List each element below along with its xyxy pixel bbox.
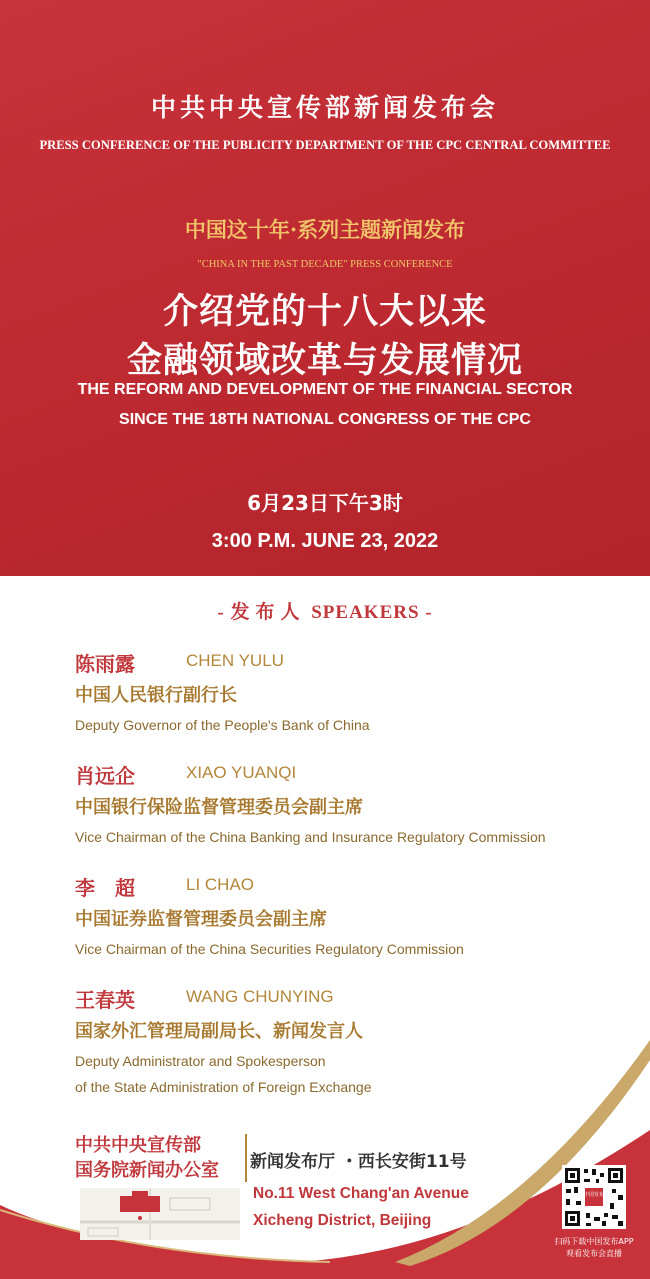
speakers-header-dash-left: - bbox=[217, 602, 225, 623]
footer-divider bbox=[245, 1134, 247, 1182]
speaker-name-en: LI CHAO bbox=[186, 875, 255, 894]
speaker-title-cn: 国家外汇管理局副局长、新闻发言人 bbox=[75, 1021, 363, 1042]
speaker-title-cn: 中国银行保险监督管理委员会副主席 bbox=[75, 797, 363, 818]
venue-cn: 新闻发布厅 ・西长安街11号 bbox=[250, 1152, 467, 1172]
series-title-en: "CHINA IN THE PAST DECADE" PRESS CONFERENCE bbox=[197, 259, 453, 270]
speaker-title-en bbox=[75, 1048, 372, 1100]
topic-line-1-cn: 介绍党的十八大以来 bbox=[162, 292, 487, 332]
date-en: 3:00 P.M. JUNE 23, 2022 bbox=[211, 530, 439, 552]
speaker-title-en bbox=[75, 824, 546, 850]
organizer-line-2: 国务院新闻办公室 bbox=[75, 1160, 219, 1181]
address-line-2: Xicheng District, Beijing bbox=[253, 1212, 432, 1229]
speakers-header bbox=[0, 597, 650, 624]
speaker-title-cn: 中国人民银行副行长 bbox=[75, 685, 237, 706]
speaker-title-cn: 中国证券监督管理委员会副主席 bbox=[75, 909, 327, 930]
speaker-name-en: WANG CHUNYING bbox=[186, 987, 334, 1006]
speaker-title-en-line: of the State Administration of Foreign Exchange bbox=[75, 1079, 372, 1095]
speaker-title-en bbox=[75, 712, 370, 738]
speaker-title-en-line: Deputy Administrator and Spokesperson bbox=[75, 1053, 326, 1069]
speaker-name-cn: 王春英 bbox=[75, 988, 135, 1012]
topic-line-2-en: SINCE THE 18TH NATIONAL CONGRESS OF THE CPC bbox=[119, 411, 531, 428]
series-title-cn: 中国这十年·系列主题新闻发布 bbox=[184, 217, 466, 242]
speaker-name-cn: 肖远企 bbox=[75, 764, 135, 788]
speaker-title-en-line: Deputy Governor of the People's Bank of China bbox=[75, 717, 370, 733]
qr-code-icon bbox=[562, 1165, 626, 1229]
speaker-name-cn: 陈雨露 bbox=[75, 652, 135, 676]
qr-logo-text: 中国发布 bbox=[583, 1192, 605, 1198]
qr-caption-line-2: 观看发布会直播 bbox=[566, 1249, 622, 1258]
speaker-title-en-line: Vice Chairman of the China Securities Regulatory Commission bbox=[75, 941, 464, 957]
speakers-header-cn: 发布人 bbox=[230, 601, 306, 623]
topic-line-1-en: THE REFORM AND DEVELOPMENT OF THE FINANCIAL SECTOR bbox=[77, 381, 573, 398]
address-line-1: No.11 West Chang'an Avenue bbox=[253, 1185, 469, 1202]
organizer-line-1: 中共中央宣传部 bbox=[75, 1135, 201, 1156]
topic-line-2-cn: 金融领域改革与发展情况 bbox=[126, 341, 523, 381]
speakers-header-dash-right: - bbox=[425, 602, 433, 623]
speakers-header-en: SPEAKERS bbox=[311, 602, 420, 623]
date-cn: 6月23日下午3时 bbox=[247, 491, 403, 515]
qr-caption-line-1: 扫码下载中国发布APP bbox=[554, 1237, 634, 1246]
conference-title-cn: 中共中央宣传部新闻发布会 bbox=[150, 93, 499, 122]
speaker-name-cn: 李 超 bbox=[75, 876, 135, 900]
speaker-name-en: XIAO YUANQI bbox=[186, 763, 297, 782]
conference-title-en: PRESS CONFERENCE OF THE PUBLICITY DEPARTMENT OF THE CPC CENTRAL COMMITTEE bbox=[39, 138, 611, 152]
speaker-title-en bbox=[75, 936, 464, 962]
location-map-icon bbox=[80, 1188, 240, 1240]
speaker-title-en-line: Vice Chairman of the China Banking and Insurance Regulatory Commission bbox=[75, 829, 546, 845]
speaker-name-en: CHEN YULU bbox=[186, 651, 284, 670]
